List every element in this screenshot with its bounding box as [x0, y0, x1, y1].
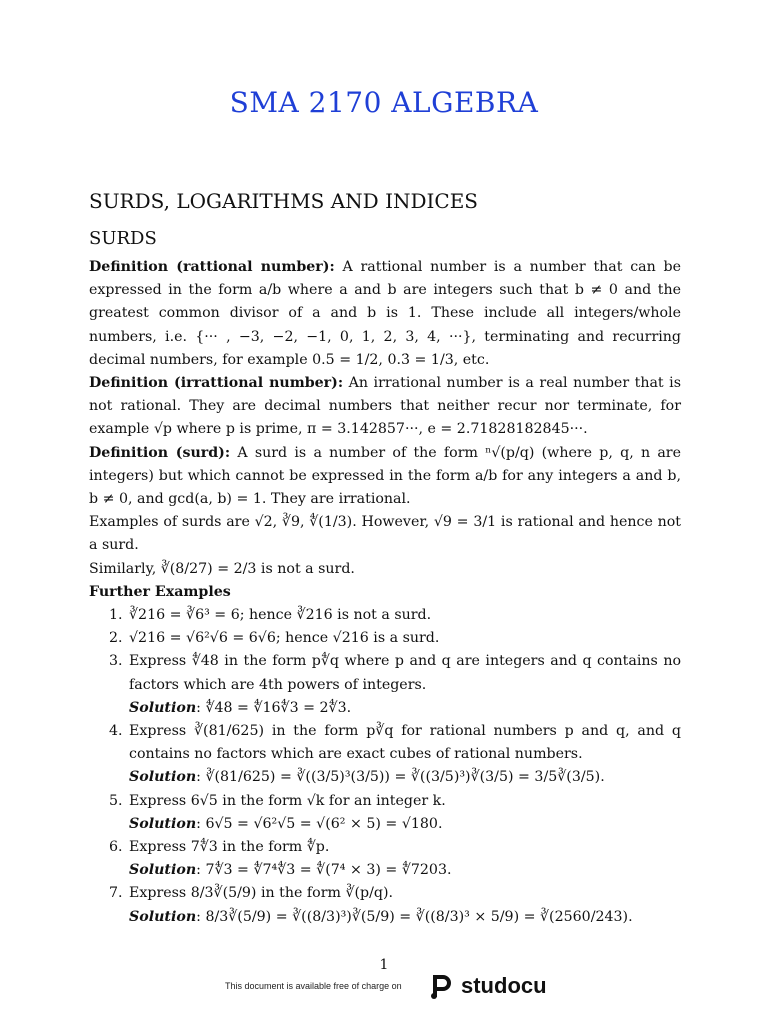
section-heading: SURDS, LOGARITHMS AND INDICES	[89, 189, 479, 213]
solution-label: Solution	[129, 769, 197, 786]
further-examples-heading: Further Examples	[89, 583, 231, 600]
definition-irrational-text: An irrational number is a real number that is not rational. They are decimal numbers that neither recur nor terminate, for example √p where p is prime, π = 3.142857···, e = 2.71828182845···.	[89, 375, 681, 438]
example-solution: Solution: ∛(81/625) = ∛((3/5)³(3/5)) = ∛((3/5)³)∛(3/5) = 3/5∛(3/5).	[129, 769, 605, 786]
document-title: SMA 2170 ALGEBRA	[229, 86, 539, 119]
solution-label: Solution	[129, 908, 197, 925]
example-text: √216 = √6²√6 = 6√6; hence √216 is a surd.	[129, 630, 440, 647]
solution-text: 6√5 = √6²√5 = √(6² × 5) = √180.	[205, 815, 443, 832]
example-text: Express ∛(81/625) in the form p∛q for rational numbers p and q, and q contains no factors which are exact cubes of rational numbers.	[129, 723, 681, 763]
solution-text: 8/3∛(5/9) = ∛((8/3)³)∛(5/9) = ∛((8/3)³ × 5/9) = ∛(2560/243).	[205, 908, 633, 925]
definition-surd	[89, 442, 681, 512]
solution-label: Solution	[129, 699, 197, 716]
subsection-heading: SURDS	[89, 228, 157, 249]
definition-surd-text: A surd is a number of the form ⁿ√(p/q) (where p, q, n are integers) but which cannot be expressed in the form a/b for any integers a and b, b ≠ 0, and gcd(a, b) = 1. They are irrational.	[89, 444, 681, 508]
example-solution: Solution: 8/3∛(5/9) = ∛((8/3)³)∛(5/9) = ∛((8/3)³ × 5/9) = ∛(2560/243).	[129, 908, 633, 925]
solution-label: Solution	[129, 815, 197, 832]
example-text: Express 6√5 in the form √k for an integer k.	[129, 792, 446, 809]
solution-text: 7∜3 = ∜7⁴∜3 = ∜(7⁴ × 3) = ∜7203.	[205, 862, 452, 879]
list-item	[127, 790, 681, 836]
availability-note: This document is available free of charge on	[225, 981, 402, 991]
list-item	[127, 627, 681, 650]
solution-text: ∜48 = ∜16∜3 = 2∜3.	[205, 699, 352, 716]
list-item	[127, 720, 681, 790]
definition-irrational	[89, 372, 681, 442]
list-item	[127, 650, 681, 720]
solution-label: Solution	[129, 862, 197, 879]
example-text: Express 7∜3 in the form ∜p.	[129, 839, 330, 856]
examples-line-2: Similarly, ∛(8/27) = 2/3 is not a surd.	[89, 560, 355, 577]
studocu-logo-icon	[425, 971, 455, 1001]
example-text: Express 8/3∛(5/9) in the form ∛(p/q).	[129, 885, 394, 902]
definition-rational-text: A rattional number is a number that can be expressed in the form a/b where a and b are integers such that b ≠ 0 and the greatest common divisor of a and b is 1. These include all integers/whole numbers, i.e. {··· , −3, −2, −1, 0, 1, 2, 3, 4, ···}, terminating and recurring decimal numbers, for example 0.5 = 1/2, 0.3̇ = 1/3, etc.	[89, 259, 681, 368]
list-item	[127, 836, 681, 882]
examples-line-1: Examples of surds are √2, ∛9, ∜(1/3). However, √9 = 3/1 is rational and hence not a surd.	[89, 514, 681, 554]
example-solution: Solution: ∜48 = ∜16∜3 = 2∜3.	[129, 699, 352, 716]
example-text: ∛216 = ∛6³ = 6; hence ∛216 is not a surd.	[129, 607, 432, 624]
definition-rational	[89, 256, 681, 372]
studocu-brand-link[interactable]	[425, 968, 547, 1004]
document-body	[89, 256, 681, 929]
definition-surd-heading: Definition (surd):	[89, 444, 231, 461]
definition-rational-heading: Definition (rattional number):	[89, 259, 335, 275]
page-number: 1	[379, 957, 389, 973]
example-solution: Solution: 7∜3 = ∜7⁴∜3 = ∜(7⁴ × 3) = ∜7203.	[129, 862, 452, 879]
brand-name: studocu	[461, 973, 547, 998]
example-solution: Solution: 6√5 = √6²√5 = √(6² × 5) = √180.	[129, 815, 443, 832]
list-item	[127, 604, 681, 627]
further-examples-list	[89, 604, 681, 929]
solution-text: ∛(81/625) = ∛((3/5)³(3/5)) = ∛((3/5)³)∛(3/5) = 3/5∛(3/5).	[205, 769, 605, 786]
list-item	[127, 882, 681, 928]
definition-irrational-heading: Definition (irrattional number):	[89, 375, 344, 392]
example-text: Express ∜48 in the form p∜q where p and q are integers and q contains no factors which are 4th powers of integers.	[129, 653, 681, 693]
